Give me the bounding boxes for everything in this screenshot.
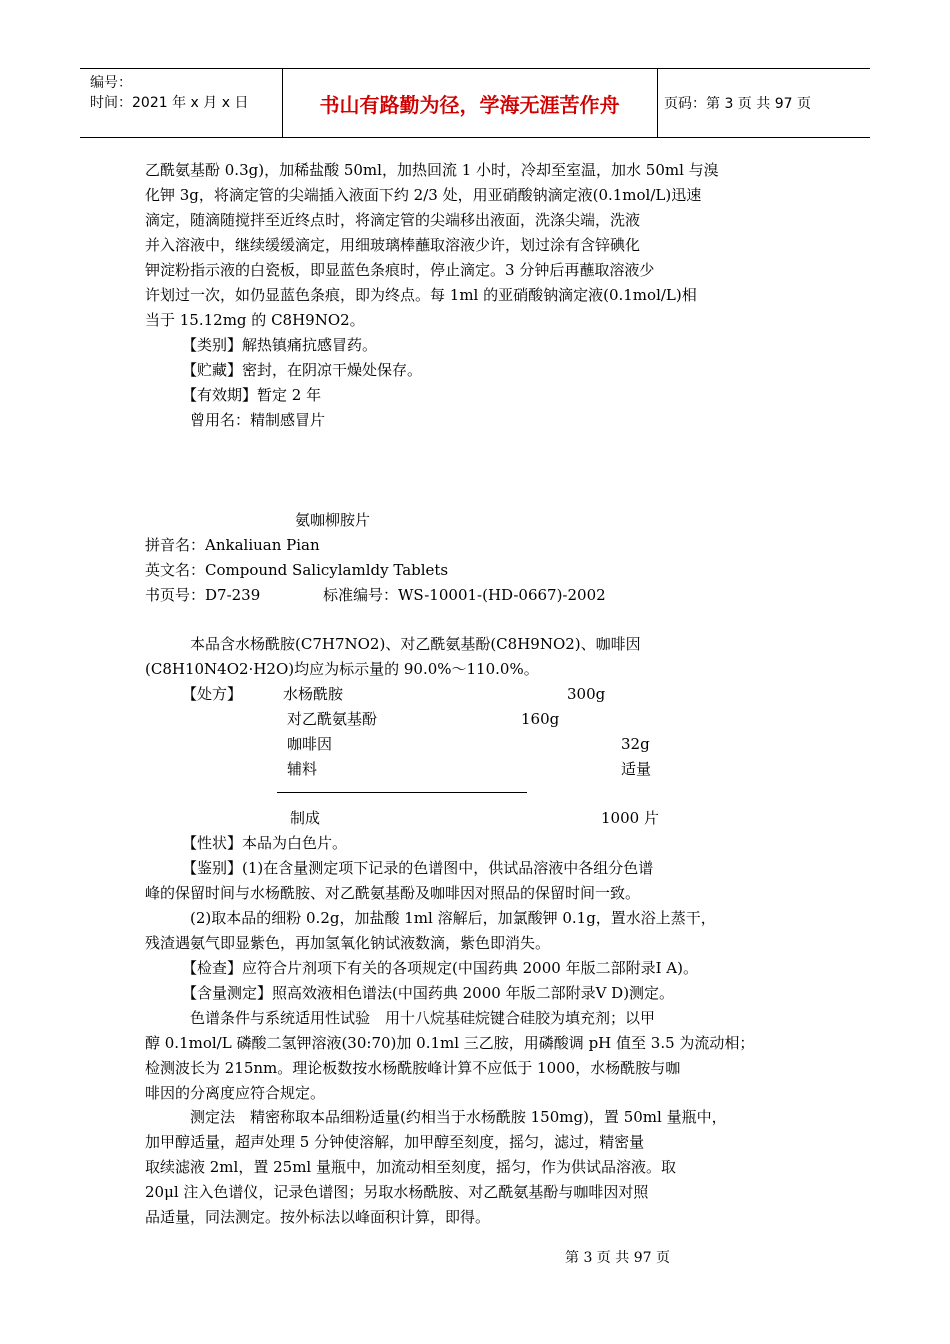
body-line: 乙酰氨基酚 0.3g)，加稀盐酸 50ml，加热回流 1 小时，冷却至室温，加水 50ml 与溴 (145, 161, 719, 179)
total-amount: 1000 片 (601, 809, 659, 827)
intro-line: (C8H10N4O2·H2O)均应为标示量的 90.0%～110.0%。 (145, 660, 539, 678)
header-number: 编号： (90, 75, 132, 91)
identification-line: 残渣遇氨气即显紫色，再加氢氧化钠试液数滴，紫色即消失。 (145, 934, 551, 952)
character-line: 【性状】本品为白色片。 (182, 834, 348, 852)
monograph-title: 氨咖柳胺片 (295, 511, 371, 529)
total-label: 制成 (290, 809, 321, 827)
identification-line: 【鉴别】(1)在含量测定项下记录的色谱图中，供试品溶液中各组分色谱 (182, 859, 654, 877)
body-line: 许划过一次，如仍显蓝色条痕，即为终点。每 1ml 的亚硝酸钠滴定液(0.1mol/L)相 (145, 286, 697, 304)
body-line: 并入溶液中，继续缓缓滴定，用细玻璃棒蘸取溶液少许，划过涂有含锌碘化 (145, 236, 641, 254)
page-header (80, 68, 870, 138)
book-page-number: 书页号：D7-239 (145, 586, 261, 604)
ingredient-name: 咖啡因 (287, 735, 333, 753)
ingredient-amount: 适量 (621, 760, 652, 778)
standard-number: 标准编号：WS-10001-(HD-0667)-2002 (323, 586, 606, 604)
prescription-divider (277, 792, 527, 793)
storage-line: 【贮藏】密封，在阴凉干燥处保存。 (182, 361, 423, 379)
page-footer: 第 3 页 共 97 页 (565, 1250, 670, 1266)
validity-line: 【有效期】暂定 2 年 (182, 386, 322, 404)
chromatography-line: 啡因的分离度应符合规定。 (145, 1084, 326, 1102)
ingredient-amount: 300g (567, 685, 606, 703)
english-name: 英文名：Compound Salicylamldy Tablets (145, 561, 449, 579)
method-line: 加甲醇适量，超声处理 5 分钟使溶解，加甲醇至刻度，摇匀，滤过，精密量 (145, 1133, 645, 1151)
header-motto: 书山有路勤为径，学海无涯苦作舟 (319, 92, 620, 117)
method-line: 测定法 精密称取本品细粉适量(约相当于水杨酰胺 150mg)，置 50ml 量瓶中， (190, 1108, 727, 1126)
intro-line: 本品含水杨酰胺(C7H7NO2)、对乙酰氨基酚(C8H9NO2)、咖啡因 (190, 635, 641, 653)
prescription-label: 【处方】 (182, 685, 243, 703)
header-divider (657, 69, 658, 137)
identification-line: 峰的保留时间与水杨酰胺、对乙酰氨基酚及咖啡因对照品的保留时间一致。 (145, 884, 641, 902)
ingredient-name: 对乙酰氨基酚 (287, 710, 378, 728)
body-line: 当于 15.12mg 的 C8H9NO2。 (145, 311, 365, 329)
body-line: 钾淀粉指示液的白瓷板，即显蓝色条痕时，停止滴定。3 分钟后再蘸取溶液少 (145, 261, 655, 279)
body-line: 化钾 3g，将滴定管的尖端插入液面下约 2/3 处，用亚硝酸钠滴定液(0.1mol/L)迅速 (145, 186, 702, 204)
assay-line: 【含量测定】照高效液相色谱法(中国药典 2000 年版二部附录Ⅴ D)测定。 (182, 984, 675, 1002)
ingredient-name: 水杨酰胺 (283, 685, 344, 703)
header-page-info: 页码：第 3 页 共 97 页 (664, 96, 811, 112)
identification-line: (2)取本品的细粉 0.2g，加盐酸 1ml 溶解后，加氯酸钾 0.1g，置水浴上蒸干， (190, 909, 716, 927)
former-name-line: 曾用名：精制感冒片 (190, 411, 326, 429)
header-meta (90, 73, 248, 113)
header-time: 时间：2021 年 x 月 x 日 (90, 95, 249, 111)
chromatography-line: 色谱条件与系统适用性试验 用十八烷基硅烷键合硅胶为填充剂；以甲 (190, 1009, 656, 1027)
body-line: 滴定，随滴随搅拌至近终点时，将滴定管的尖端移出液面，洗涤尖端，洗液 (145, 211, 641, 229)
inspection-line: 【检查】应符合片剂项下有关的各项规定(中国药典 2000 年版二部附录Ⅰ A)。 (182, 959, 698, 977)
ingredient-name: 辅料 (287, 760, 318, 778)
method-line: 20μl 注入色谱仪，记录色谱图；另取水杨酰胺、对乙酰氨基酚与咖啡因对照 (145, 1183, 649, 1201)
ingredient-amount: 160g (521, 710, 560, 728)
chromatography-line: 醇 0.1mol/L 磷酸二氢钾溶液(30:70)加 0.1ml 三乙胺，用磷酸调 pH 值至 3.5 为流动相； (145, 1034, 755, 1052)
method-line: 取续滤液 2ml，置 25ml 量瓶中，加流动相至刻度，摇匀，作为供试品溶液。取 (145, 1158, 676, 1176)
ingredient-amount: 32g (621, 735, 650, 753)
pinyin-name: 拼音名：Ankaliuan Pian (145, 536, 320, 554)
method-line: 品适量，同法测定。按外标法以峰面积计算，即得。 (145, 1208, 491, 1226)
category-line: 【类别】解热镇痛抗感冒药。 (182, 336, 378, 354)
chromatography-line: 检测波长为 215nm。理论板数按水杨酰胺峰计算不应低于 1000，水杨酰胺与咖 (145, 1059, 681, 1077)
